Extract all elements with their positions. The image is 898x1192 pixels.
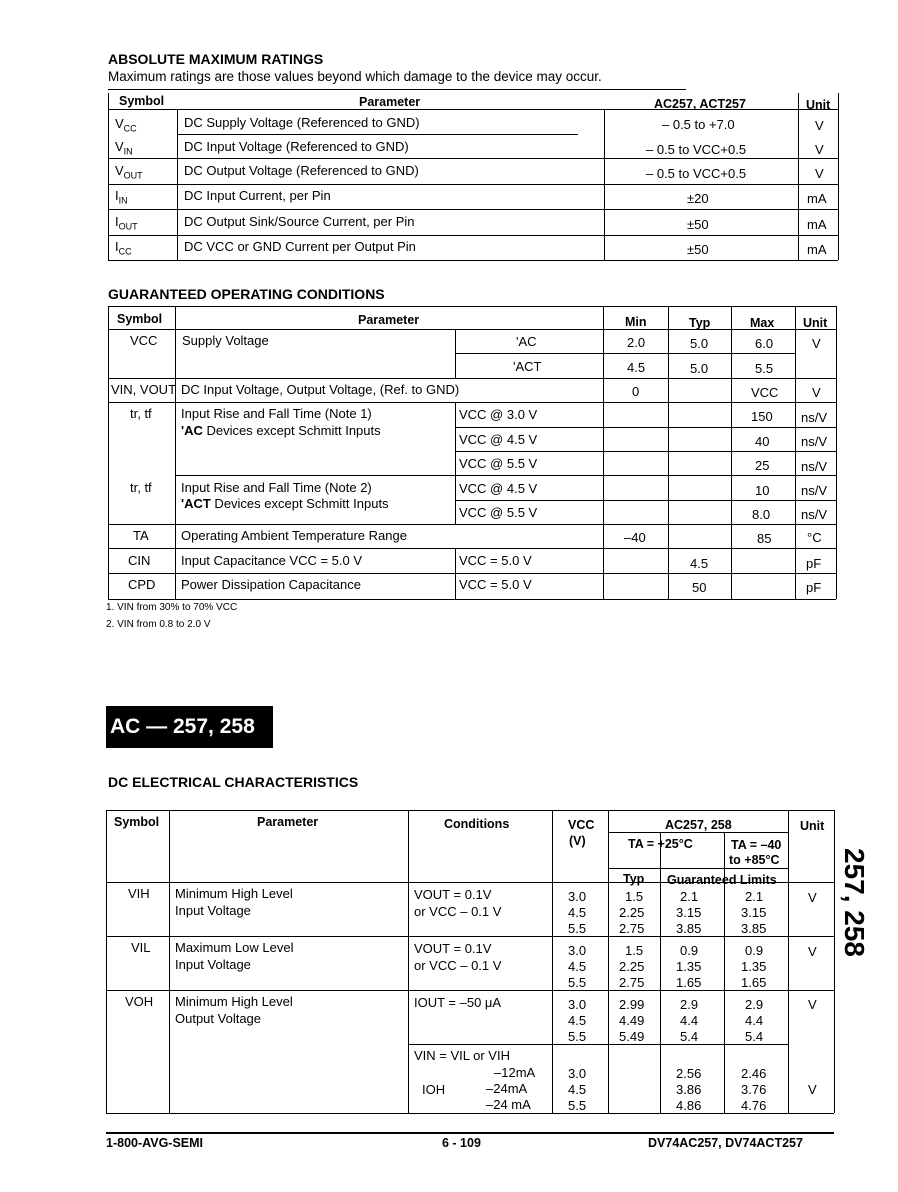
parameter: DC Supply Voltage (Referenced to GND) [184,115,420,130]
goc-title: GUARANTEED OPERATING CONDITIONS [108,286,385,302]
parameter: Maximum Low Level [175,940,294,955]
min-value: 4.5 [627,360,646,375]
parameter: Output Voltage [175,1011,262,1026]
unit: V [808,1082,817,1097]
symbol: VIL [131,940,151,955]
symbol: $I_{OUT}$ [115,214,138,232]
limit-85c: 2.1 [745,889,764,904]
max-value: 85 [757,531,772,546]
unit: °C [807,530,822,545]
condition: VOUT = 0.1V [414,887,492,902]
unit: V [815,166,824,181]
condition: VCC = 5.0 V [459,577,532,592]
unit: V [808,944,817,959]
goc-header-symbol: Symbol [117,312,163,326]
vcc-value: 4.5 [568,905,587,920]
symbol: tr, tf [130,480,152,495]
limit-85c: 0.9 [745,943,764,958]
condition: IOUT = –50 μA [414,995,502,1010]
rating: – 0.5 to VCC+0.5 [646,142,747,157]
vcc-value: 4.5 [568,1082,587,1097]
min-value: 2.0 [627,335,646,350]
dc-header-parameter: Parameter [257,815,319,829]
parameter: Input Voltage [175,957,251,972]
vcc-value: 4.5 [568,959,587,974]
max-value: 10 [755,483,770,498]
vcc-value: 5.5 [568,1029,587,1044]
unit: V [808,890,817,905]
dc-header-conditions: Conditions [444,817,510,831]
condition-ioh: IOH [422,1082,446,1097]
limit-25c: 2.56 [676,1066,702,1081]
typ-value: 2.25 [619,959,645,974]
condition: VIN = VIL or VIH [414,1048,510,1063]
abs-max-title: ABSOLUTE MAXIMUM RATINGS [108,51,324,67]
parameter: Operating Ambient Temperature Range [181,528,407,543]
typ-value: 1.5 [625,943,644,958]
limit-85c: 2.46 [741,1066,767,1081]
unit: V [808,997,817,1012]
parameter: DC VCC or GND Current per Output Pin [184,239,416,254]
typ-value: 4.5 [690,556,709,571]
parameter: Input Rise and Fall Time (Note 1) [181,406,372,421]
condition: VCC @ 5.5 V [459,456,538,471]
limit-85c: 4.76 [741,1098,767,1113]
variant-act: 'ACT [513,359,542,374]
dc-header-ta25: TA = +25°C [628,837,693,851]
vcc-value: 5.5 [568,975,587,990]
condition: VCC @ 5.5 V [459,505,538,520]
unit: ns/V [801,507,828,522]
parameter: Input Capacitance VCC = 5.0 V [181,553,363,568]
symbol: CPD [128,577,156,592]
typ-value: 5.0 [690,361,709,376]
symbol: $V_{CC}$ [115,116,137,134]
parameter: DC Input Voltage, Output Voltage, (Ref. to GND) [181,382,460,397]
unit: pF [806,580,822,595]
vcc-value: 3.0 [568,889,587,904]
dc-header-typ: Typ [623,872,645,886]
unit: V [815,142,824,157]
parameter: Power Dissipation Capacitance [181,577,361,592]
symbol: VIH [128,886,150,901]
symbol: CIN [128,553,151,568]
limit-25c: 0.9 [680,943,699,958]
min-value: 0 [632,384,640,399]
unit: V [812,336,821,351]
condition: VCC @ 3.0 V [459,407,538,422]
limit-25c: 3.15 [676,905,702,920]
parameter: DC Output Sink/Source Current, per Pin [184,214,415,229]
typ-value: 5.0 [690,336,709,351]
parameter: Minimum High Level [175,886,293,901]
unit: ns/V [801,483,828,498]
unit: ns/V [801,459,828,474]
footer-part-number: DV74AC257, DV74ACT257 [648,1136,803,1150]
vcc-value: 5.5 [568,1098,587,1113]
abs-max-subtitle: Maximum ratings are those values beyond which damage to the device may occur. [108,69,602,84]
limit-25c: 4.4 [680,1013,699,1028]
symbol: $I_{CC}$ [115,239,132,257]
condition-current: –24 mA [486,1097,531,1112]
limit-25c: 3.86 [676,1082,702,1097]
dc-header-group: AC257, 258 [665,818,732,832]
rating: ±20 [687,191,709,206]
dc-header-vcc: VCC [568,818,595,832]
goc-header-min: Min [625,315,647,329]
limit-25c: 1.65 [676,975,702,990]
limit-85c: 3.76 [741,1082,767,1097]
note-2: 2. VIN from 0.8 to 2.0 V [106,619,211,630]
parameter-note: 'AC Devices except Schmitt Inputs [181,423,381,438]
condition: VOUT = 0.1V [414,941,492,956]
parameter-note: 'ACT Devices except Schmitt Inputs [181,496,389,511]
rating: ±50 [687,242,709,257]
unit: V [815,118,824,133]
unit: ns/V [801,434,828,449]
dc-header-symbol: Symbol [114,815,160,829]
parameter: Supply Voltage [182,333,269,348]
typ-value: 2.99 [619,997,645,1012]
rating: ±50 [687,217,709,232]
limit-25c: 1.35 [676,959,702,974]
typ-value: 4.49 [619,1013,645,1028]
symbol: $I_{IN}$ [115,188,128,206]
vcc-value: 4.5 [568,1013,587,1028]
goc-header-unit: Unit [803,316,828,330]
unit: mA [807,191,827,206]
dc-title: DC ELECTRICAL CHARACTERISTICS [108,774,359,790]
dc-header-ta85a: TA = –40 [731,838,782,852]
symbol: tr, tf [130,406,152,421]
limit-85c: 5.4 [745,1029,764,1044]
abs-header-rating: AC257, ACT257 [654,97,746,111]
unit: V [812,385,821,400]
condition-current: –12mA [494,1065,536,1080]
typ-value: 50 [692,580,707,595]
typ-value: 2.75 [619,921,645,936]
symbol: VCC [130,333,158,348]
rating: – 0.5 to +7.0 [662,117,735,132]
parameter: Minimum High Level [175,994,293,1009]
max-value: 8.0 [752,507,771,522]
min-value: –40 [624,530,646,545]
symbol: VOH [125,994,154,1009]
limit-85c: 3.85 [741,921,767,936]
goc-header-max: Max [750,316,775,330]
max-value: 40 [755,434,770,449]
condition: VCC @ 4.5 V [459,481,538,496]
parameter: Input Voltage [175,903,251,918]
abs-header-symbol: Symbol [119,94,165,108]
max-value: VCC [751,385,779,400]
condition-current: –24mA [486,1081,528,1096]
parameter: Input Rise and Fall Time (Note 2) [181,480,372,495]
rating: – 0.5 to VCC+0.5 [646,166,747,181]
limit-85c: 1.35 [741,959,767,974]
symbol: $V_{IN}$ [115,139,133,157]
section-tag: AC — 257, 258 [106,706,273,748]
limit-85c: 4.4 [745,1013,764,1028]
goc-header-parameter: Parameter [358,313,420,327]
vcc-value: 3.0 [568,943,587,958]
limit-85c: 3.15 [741,905,767,920]
vcc-value: 3.0 [568,997,587,1012]
unit: pF [806,556,822,571]
parameter: DC Input Current, per Pin [184,188,331,203]
symbol: $V_{OUT}$ [115,163,143,181]
max-value: 25 [755,458,770,473]
limit-85c: 1.65 [741,975,767,990]
condition: or VCC – 0.1 V [414,904,502,919]
parameter: DC Output Voltage (Referenced to GND) [184,163,419,178]
dc-header-ta85b: to +85°C [729,853,780,867]
side-label: 257, 258 [839,848,870,957]
condition: VCC @ 4.5 V [459,432,538,447]
condition: VCC = 5.0 V [459,553,532,568]
vcc-value: 3.0 [568,1066,587,1081]
typ-value: 2.25 [619,905,645,920]
typ-value: 5.49 [619,1029,645,1044]
symbol: TA [133,528,149,543]
variant-ac: 'AC [516,334,537,349]
typ-value: 1.5 [625,889,644,904]
footer-page-number: 6 - 109 [442,1136,481,1150]
limit-25c: 4.86 [676,1098,702,1113]
goc-header-typ: Typ [689,316,711,330]
max-value: 150 [751,409,773,424]
limit-25c: 2.9 [680,997,699,1012]
max-value: 5.5 [755,361,774,376]
dc-header-guar: Guaranteed Limits [667,873,777,887]
abs-header-unit: Unit [806,98,831,112]
footer-phone: 1-800-AVG-SEMI [106,1136,204,1150]
unit: mA [807,217,827,232]
dc-header-vcc-unit: (V) [569,834,586,848]
note-1: 1. VIN from 30% to 70% VCC [106,602,238,613]
limit-25c: 5.4 [680,1029,699,1044]
parameter: DC Input Voltage (Referenced to GND) [184,139,409,154]
limit-85c: 2.9 [745,997,764,1012]
typ-value: 2.75 [619,975,645,990]
max-value: 6.0 [755,336,774,351]
limit-25c: 2.1 [680,889,699,904]
limit-25c: 3.85 [676,921,702,936]
dc-header-unit: Unit [800,819,825,833]
condition: or VCC – 0.1 V [414,958,502,973]
symbol: VIN, VOUT [111,382,177,397]
unit: ns/V [801,410,828,425]
abs-header-parameter: Parameter [359,95,421,109]
unit: mA [807,242,827,257]
vcc-value: 5.5 [568,921,587,936]
